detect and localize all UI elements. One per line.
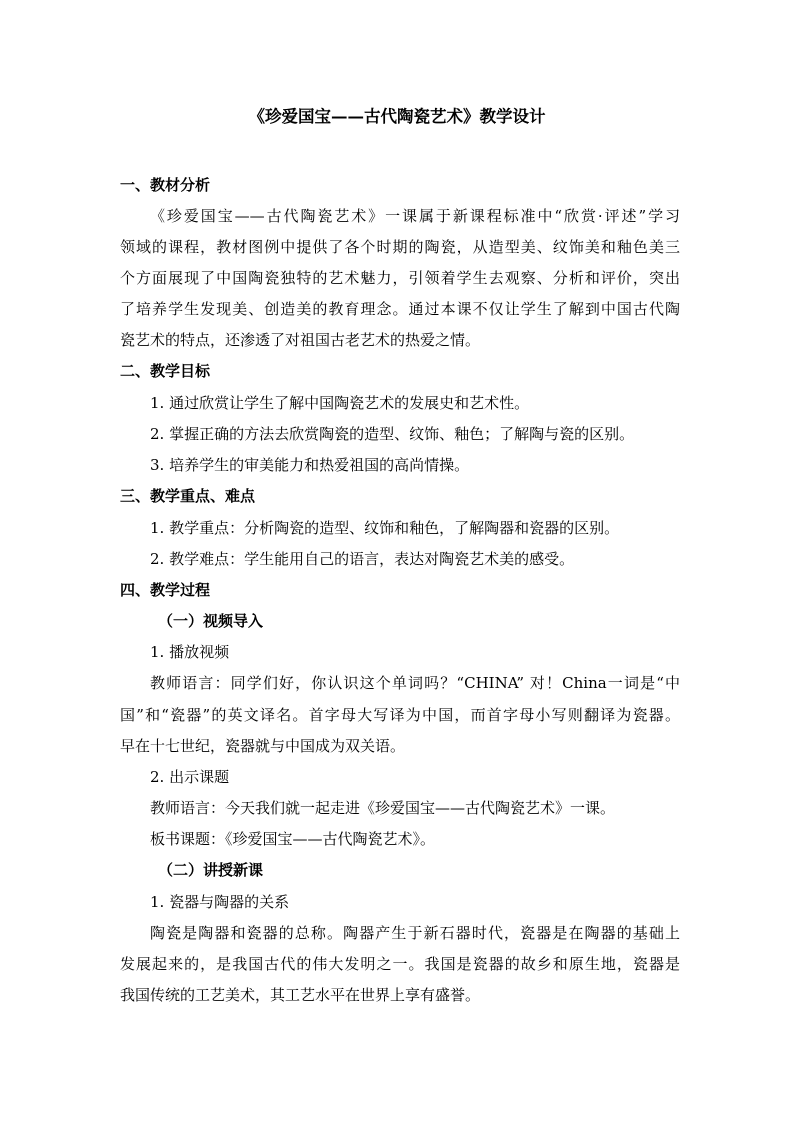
paragraph-line: 我国传统的工艺美术，其工艺水平在世界上享有盛誉。 — [120, 986, 481, 1004]
paragraph-line: 陶瓷是陶器和瓷器的总称。陶器产生于新石器时代，瓷器是在陶器的基础上 — [150, 924, 680, 942]
paragraph-line: 领域的课程，教材图例中提供了各个时期的陶瓷，从造型美、纹饰美和釉色美三 — [120, 238, 680, 256]
paragraph-line: 了培养学生发现美、创造美的教育理念。通过本课不仅让学生了解到中国古代陶 — [120, 300, 680, 318]
subsection-heading-video-intro: （一）视频导入 — [158, 612, 264, 630]
paragraph-line: 发展起来的，是我国古代的伟大发明之一。我国是瓷器的故乡和原生地，瓷器是 — [120, 955, 680, 973]
paragraph-line: 教师语言：同学们好，你认识这个单词吗？“CHINA” 对！China一词是“中 — [150, 674, 680, 692]
document-title: 《珍爱国宝——古代陶瓷艺术》教学设计 — [248, 107, 546, 126]
step-heading: 1. 瓷器与陶器的关系 — [150, 893, 290, 911]
subsection-heading-new-lesson: （二）讲授新课 — [158, 861, 264, 879]
list-item: 3. 培养学生的审美能力和热爱祖国的高尚情操。 — [150, 456, 470, 474]
section-heading-key-points: 三、教学重点、难点 — [120, 487, 256, 505]
paragraph-line: 早在十七世纪，瓷器就与中国成为双关语。 — [120, 737, 406, 755]
step-heading: 2. 出示课题 — [150, 768, 230, 786]
paragraph-line: 板书课题：《珍爱国宝——古代陶瓷艺术》。 — [150, 830, 436, 848]
paragraph-line: 国”和“瓷器”的英文译名。首字母大写译为中国，而首字母小写则翻译为瓷器。 — [120, 706, 680, 724]
list-item: 1. 通过欣赏让学生了解中国陶瓷艺术的发展史和艺术性。 — [150, 394, 530, 412]
list-item: 2. 掌握正确的方法去欣赏陶瓷的造型、纹饰、釉色；了解陶与瓷的区别。 — [150, 425, 635, 443]
paragraph-line: 个方面展现了中国陶瓷独特的艺术魅力，引领着学生去观察、分析和评价，突出 — [120, 269, 680, 287]
step-heading: 1. 播放视频 — [150, 643, 230, 661]
section-heading-teaching-process: 四、教学过程 — [120, 581, 211, 599]
section-heading-textbook-analysis: 一、教材分析 — [120, 176, 211, 194]
section-heading-teaching-goals: 二、教学目标 — [120, 362, 211, 380]
list-item: 1. 教学重点：分析陶瓷的造型、纹饰和釉色，了解陶器和瓷器的区别。 — [150, 519, 620, 537]
paragraph-line: 《珍爱国宝——古代陶瓷艺术》一课属于新课程标准中“欣赏·评述”学习 — [150, 207, 680, 225]
paragraph-line: 教师语言：今天我们就一起走进《珍爱国宝——古代陶瓷艺术》一课。 — [150, 799, 616, 817]
paragraph-line: 瓷艺术的特点，还渗透了对祖国古老艺术的热爱之情。 — [120, 331, 481, 349]
list-item: 2. 教学难点：学生能用自己的语言，表达对陶瓷艺术美的感受。 — [150, 550, 575, 568]
